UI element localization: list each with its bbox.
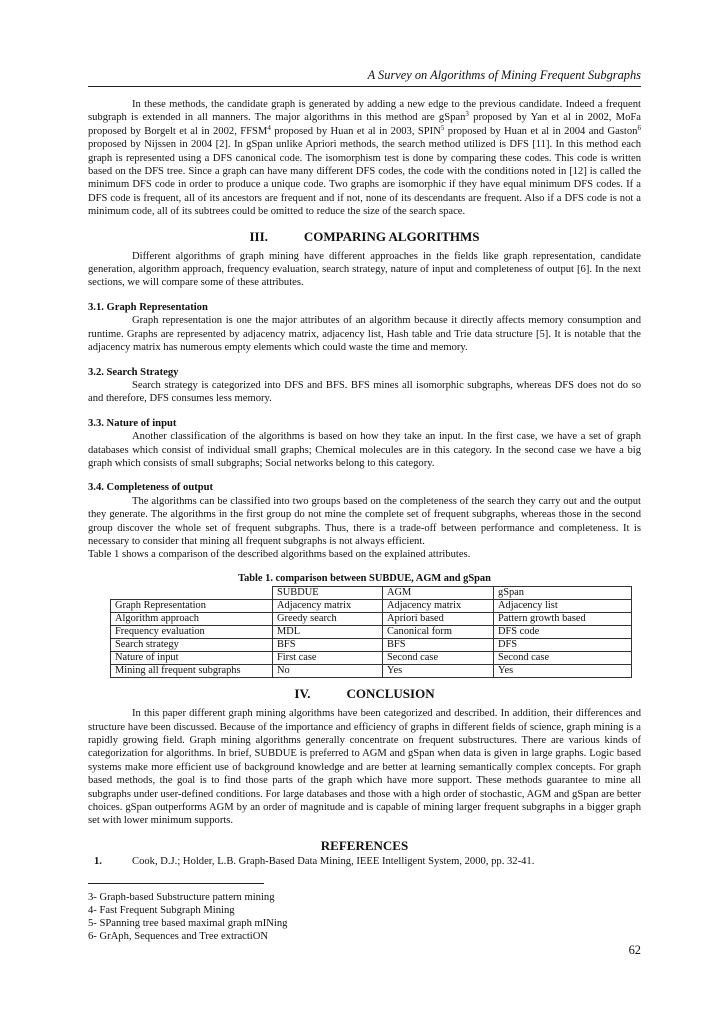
intro-text-5: proposed by Nijssen in 2004 [2]. In gSpan unlike Apriori methods, the search method utilized is DFS [11]. In this method each graph is represented using a DFS canonical code. The isomorphism test is done by comparing these codes. This code is written based on the DFS tree. Since a graph can have many different DFS codes, the code with the conditions noted in [12] is called the minimum DFS code in order to produce a unique code. Two graphs are isomorphic if they have equal minimum DFS codes. If a DFS code is frequent, all of its ancestors are frequent and if not, none of its descendants are frequent. Also if a DFS code is not a minimum code, all of its subtrees could be omitted to reduce the size of the search space. xyxy=(88,139,641,218)
intro-paragraph xyxy=(88,98,641,219)
footnote-item: 3- Graph-based Substructure pattern mining xyxy=(88,892,275,903)
intro-text-1: In these methods, the candidate graph is generated by adding a new edge to the previous candidate. Indeed a frequent subgraph is extended in all manners. The major algorithms in this method are gSpan xyxy=(88,99,641,124)
table-cell: Second case xyxy=(383,652,494,665)
subsection-text-search-strategy: Search strategy is categorized into DFS and BFS. BFS mines all isomorphic subgraphs, whereas DFS does not do so and therefore, DFS consumes less memory. xyxy=(88,379,641,405)
table-intro: Table 1 shows a comparison of the described algorithms based on the explained attributes. xyxy=(88,549,471,561)
table-row-label: Algorithm approach xyxy=(111,613,273,626)
conclusion-paragraph: In this paper different graph mining algorithms have been categorized and described. In addition, their differences and structure have been discussed. Because of the importance and efficiency of graphs in different fields of science, graph mining is a rapidly growing field. Graph mining algorithms generally concentrate on frequent substructures. There are various kinds of categorization for algorithms. In brief, SUBDUE is preferred to AGM and gSpan when data is given in large graphs. Logic based systems make more efficient use of background knowledge and are better at learning semantically complex concepts. For graph based methods, the goal is to find those parts of the graph which have more support. These methods guarantee to mine all subgraphs under user-defined conditions. For large databases and those with a high order of stochastic, AGM and gSpan are better choices. gSpan outperforms AGM by an order of magnitude and is capable of mining larger frequent subgraphs in a bigger graph set with lower minimum supports. xyxy=(88,708,641,827)
table-row xyxy=(111,600,632,613)
section-title: CONCLUSION xyxy=(346,686,435,702)
table-header-cell xyxy=(111,587,273,600)
table-row xyxy=(111,665,632,678)
footnote-item: 4- Fast Frequent Subgraph Mining xyxy=(88,905,235,916)
subsection-title-completeness: 3.4. Completeness of output xyxy=(88,482,214,494)
table-row-label: Nature of input xyxy=(111,652,273,665)
comparison-table xyxy=(110,586,632,678)
references-heading: REFERENCES xyxy=(320,837,409,853)
reference-text: Cook, D.J.; Holder, L.B. Graph-Based Data Mining, IEEE Intelligent System, 2000, pp. 32-41. xyxy=(132,855,535,867)
table-cell: Apriori based xyxy=(383,613,494,626)
section-title: COMPARING ALGORITHMS xyxy=(303,228,480,244)
intro-text-3: proposed by Huan et al in 2003, SPIN xyxy=(270,125,441,137)
intro-text-2: proposed by Yan et al in 2002, MoFa proposed by Borgelt et al in 2002, FFSM xyxy=(88,112,641,137)
table-header-row xyxy=(111,587,632,600)
subsection-text-completeness: The algorithms can be classified into two groups based on the completeness of the search they carry out and the output they generate. The algorithms in the first group do not mine the complete set of frequent subgraphs, whereas those in the second group discover the whole set of frequent subgraphs. Thus, there is a trade-off between performance and completeness. It is necessary to consider that mining all frequent subgraphs is not always efficient. xyxy=(88,495,641,547)
table-caption: Table 1. comparison between SUBDUE, AGM and gSpan xyxy=(238,572,491,584)
footnote-ref-4[interactable]: 4 xyxy=(267,123,271,132)
table-cell: Yes xyxy=(383,665,494,678)
footnote-item: 6- GrAph, Sequences and Tree extractiON xyxy=(88,931,269,942)
running-header: A Survey on Algorithms of Mining Frequent Subgraphs xyxy=(367,68,641,82)
table-row xyxy=(111,639,632,652)
table-row-label: Search strategy xyxy=(111,639,273,652)
table-row-label: Graph Representation xyxy=(111,600,273,613)
reference-list xyxy=(88,855,641,868)
table-cell: Pattern growth based xyxy=(494,613,632,626)
body-text xyxy=(88,98,641,868)
section-number: IV. xyxy=(294,686,311,702)
table-row-label: Mining all frequent subgraphs xyxy=(111,665,273,678)
footnote-rule xyxy=(88,883,264,884)
footnote-item: 5- SPanning tree based maximal graph mINing xyxy=(88,918,288,929)
footnote-ref-5[interactable]: 5 xyxy=(440,123,445,132)
footnote-ref-6[interactable]: 6 xyxy=(637,123,641,132)
section-number: III. xyxy=(249,228,268,244)
subsection-title-nature-of-input: 3.3. Nature of input xyxy=(88,417,177,429)
subsection-title-search-strategy: 3.2. Search Strategy xyxy=(88,366,179,378)
table-cell: BFS xyxy=(273,639,383,652)
table-header-cell: gSpan xyxy=(494,587,632,600)
intro-text-4: proposed by Huan et al in 2004 and Gaston xyxy=(444,125,638,137)
footnote-ref-3[interactable]: 3 xyxy=(465,110,469,119)
table-row-label: Frequency evaluation xyxy=(111,626,273,639)
table-cell: Second case xyxy=(494,652,632,665)
reference-number: 1. xyxy=(94,855,102,867)
table-cell: BFS xyxy=(383,639,494,652)
section-heading-comparing xyxy=(88,229,641,244)
table-cell: Adjacency matrix xyxy=(383,600,494,613)
table-row xyxy=(111,613,632,626)
table-row xyxy=(111,652,632,665)
header-rule xyxy=(88,86,641,87)
subsection-title-graph-representation: 3.1. Graph Representation xyxy=(88,301,208,313)
table-cell: Yes xyxy=(494,665,632,678)
table-cell: Adjacency matrix xyxy=(273,600,383,613)
table-cell: Adjacency list xyxy=(494,600,632,613)
subsection-text-nature-of-input: Another classification of the algorithms is based on how they take an input. In the first case, we have a set of graph databases which consist of individual small graphs; Chemical molecules are in this category. In the second case we have a big graph which consists of small subgraphs; Social networks belong to this category. xyxy=(88,431,641,469)
table-cell: No xyxy=(273,665,383,678)
reference-item xyxy=(88,855,641,868)
table-header-cell: SUBDUE xyxy=(273,587,383,600)
section3-paragraph: Different algorithms of graph mining have different approaches in the fields like graph representation, candidate generation, algorithm approach, frequency evaluation, search strategy, nature of input and completeness of output [6]. In the next sections, we will compare some of these attributes. xyxy=(88,250,641,289)
subsection-text-graph-representation: Graph representation is one the major attributes of an algorithm because it directly affects memory consumption and runtime. Graphs are represented by adjacency matrix, adjacency list, Hash table and Trie data structure [5]. It is notable that the adjacency matrix has numerous empty elements which could waste the time and memory. xyxy=(88,315,641,354)
footnotes xyxy=(88,891,641,943)
section-heading-conclusion xyxy=(88,686,641,701)
table-cell: Canonical form xyxy=(383,626,494,639)
table-row xyxy=(111,626,632,639)
table-cell: MDL xyxy=(273,626,383,639)
page-number: 62 xyxy=(628,943,641,957)
table-cell: DFS xyxy=(494,639,632,652)
table-cell: First case xyxy=(273,652,383,665)
table-cell: Greedy search xyxy=(273,613,383,626)
table-cell: DFS code xyxy=(494,626,632,639)
table-header-cell: AGM xyxy=(383,587,494,600)
